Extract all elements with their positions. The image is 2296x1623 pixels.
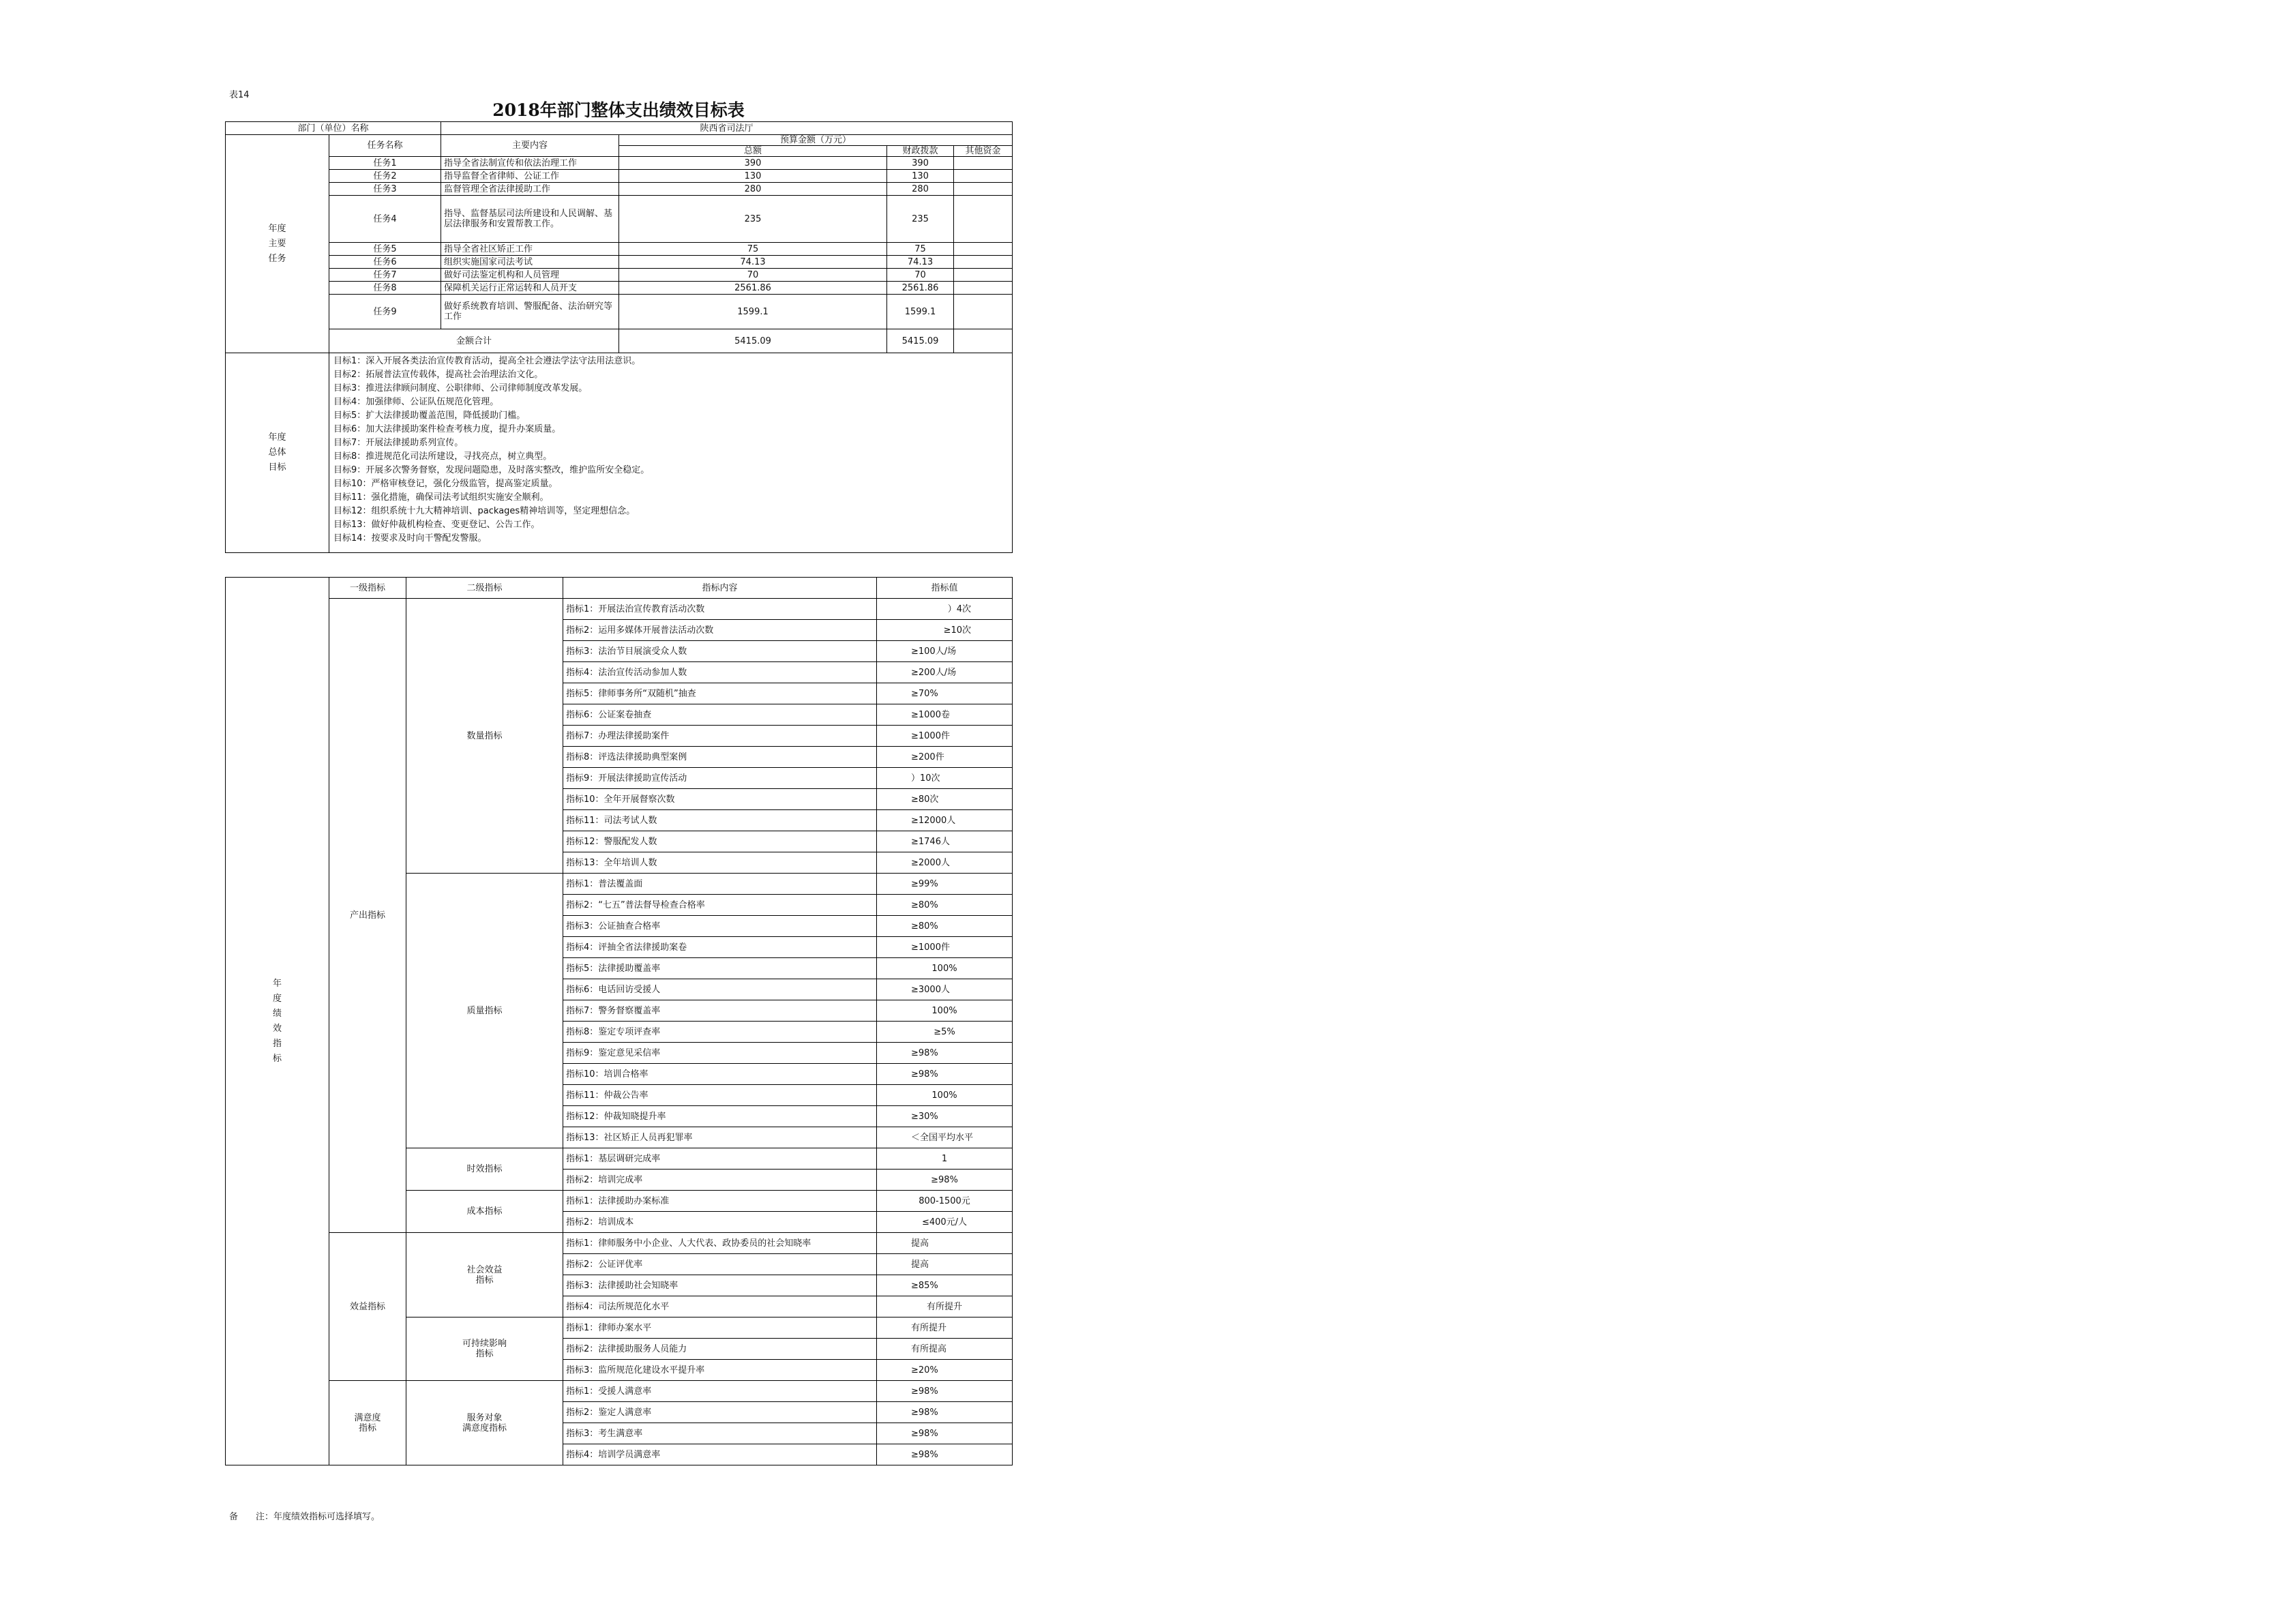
task-fiscal: 2561.86 xyxy=(887,282,954,295)
task-row xyxy=(226,157,1013,170)
other-header: 其他资金 xyxy=(954,146,1013,157)
indicator-value: ≥98% xyxy=(877,1064,1013,1085)
level2-cell: 可持续影响 指标 xyxy=(406,1317,563,1381)
indicator-value: ≥200件 xyxy=(877,747,1013,768)
indicator-content: 指标9：开展法律援助宣传活动 xyxy=(563,768,877,789)
goal-item: 目标13：做好仲裁机构检查、变更登记、公告工作。 xyxy=(333,520,540,530)
indicator-content: 指标3：法治节目展演受众人数 xyxy=(563,641,877,662)
indicator-value: ≥98% xyxy=(877,1381,1013,1402)
goal-item: 目标14：按要求及时向干警配发警服。 xyxy=(333,533,487,544)
task-row xyxy=(226,243,1013,256)
indicator-value: ≥1000件 xyxy=(877,726,1013,747)
indicator-value: ≥3000人 xyxy=(877,979,1013,1000)
task-total: 1599.1 xyxy=(619,295,887,329)
indicator-value: ≥12000人 xyxy=(877,810,1013,831)
perf-section-label: 年 度 绩 效 指 标 xyxy=(226,578,329,1465)
task-fiscal: 74.13 xyxy=(887,256,954,269)
task-fiscal: 280 xyxy=(887,183,954,196)
task-content: 指导全省社区矫正工作 xyxy=(441,243,619,256)
indicator-value: ≥98% xyxy=(877,1423,1013,1444)
indicator-content: 指标3：法律援助社会知晓率 xyxy=(563,1275,877,1296)
indicator-value: ≥85% xyxy=(877,1275,1013,1296)
level1-cell: 效益指标 xyxy=(329,1233,406,1381)
task-total: 390 xyxy=(619,157,887,170)
indicator-value: 提高 xyxy=(877,1254,1013,1275)
indicator-value: ≥1000卷 xyxy=(877,704,1013,726)
task-content: 做好司法鉴定机构和人员管理 xyxy=(441,269,619,282)
sum-total: 5415.09 xyxy=(619,329,887,353)
perf-header-row xyxy=(226,578,1013,599)
indicator-value: 800-1500元 xyxy=(877,1191,1013,1212)
task-content: 监督管理全省法律援助工作 xyxy=(441,183,619,196)
indicator-content: 指标13：社区矫正人员再犯罪率 xyxy=(563,1127,877,1148)
indicator-value: ≥100人/场 xyxy=(877,641,1013,662)
indicator-content: 指标4：评抽全省法律援助案卷 xyxy=(563,937,877,958)
task-sum-row xyxy=(226,329,1013,353)
task-fiscal: 70 xyxy=(887,269,954,282)
task-other xyxy=(954,282,1013,295)
indicator-value: 提高 xyxy=(877,1233,1013,1254)
indicator-value: 100% xyxy=(877,1085,1013,1106)
indicator-content: 指标1：律师办案水平 xyxy=(563,1317,877,1339)
indicator-value: ≥98% xyxy=(877,1170,1013,1191)
sum-other xyxy=(954,329,1013,353)
indicator-content: 指标1：法律援助办案标准 xyxy=(563,1191,877,1212)
task-content: 做好系统教育培训、警服配备、法治研究等工作 xyxy=(441,295,619,329)
task-total: 130 xyxy=(619,170,887,183)
task-other xyxy=(954,157,1013,170)
indicator-content: 指标6：公证案卷抽查 xyxy=(563,704,877,726)
indicator-value: ≥99% xyxy=(877,874,1013,895)
performance-indicators-table xyxy=(225,577,1013,1465)
task-name: 任务5 xyxy=(329,243,441,256)
indicator-value: 有所提升 xyxy=(877,1296,1013,1317)
indicator-value: 1 xyxy=(877,1148,1013,1170)
task-other xyxy=(954,269,1013,282)
tasks-section-label: 年度 主要 任务 xyxy=(226,135,329,353)
level1-header: 一级指标 xyxy=(329,578,406,599)
indicator-content: 指标11：仲裁公告率 xyxy=(563,1085,877,1106)
task-content-header: 主要内容 xyxy=(441,135,619,157)
footnote-label: 备 注： xyxy=(229,1512,274,1522)
indicator-content: 指标1：普法覆盖面 xyxy=(563,874,877,895)
sum-fiscal: 5415.09 xyxy=(887,329,954,353)
indicator-value: ≥98% xyxy=(877,1402,1013,1423)
indicator-value: ）10次 xyxy=(877,768,1013,789)
task-name: 任务9 xyxy=(329,295,441,329)
goals-section-label: 年度 总体 目标 xyxy=(226,353,329,553)
content-header: 指标内容 xyxy=(563,578,877,599)
indicator-value: ≥20% xyxy=(877,1360,1013,1381)
task-content: 指导、监督基层司法所建设和人民调解、基层法律服务和安置帮教工作。 xyxy=(441,196,619,243)
indicator-value: ≥200人/场 xyxy=(877,662,1013,683)
indicator-value: ≥30% xyxy=(877,1106,1013,1127)
task-total: 280 xyxy=(619,183,887,196)
indicator-content: 指标4：法治宣传活动参加人数 xyxy=(563,662,877,683)
indicator-content: 指标9：鉴定意见采信率 xyxy=(563,1043,877,1064)
task-total: 235 xyxy=(619,196,887,243)
indicator-content: 指标3：监所规范化建设水平提升率 xyxy=(563,1360,877,1381)
indicator-content: 指标1：律师服务中小企业、人大代表、政协委员的社会知晓率 xyxy=(563,1233,877,1254)
indicator-value: ≥1000件 xyxy=(877,937,1013,958)
goal-item: 目标9：开展多次警务督察，发现问题隐患，及时落实整改，维护监所安全稳定。 xyxy=(333,465,650,475)
indicator-content: 指标1：受援人满意率 xyxy=(563,1381,877,1402)
indicator-content: 指标4：培训学员满意率 xyxy=(563,1444,877,1465)
task-content: 保障机关运行正常运转和人员开支 xyxy=(441,282,619,295)
task-name: 任务7 xyxy=(329,269,441,282)
indicator-row xyxy=(226,599,1013,620)
task-row xyxy=(226,256,1013,269)
goal-item: 目标2：拓展普法宣传载体，提高社会治理法治文化。 xyxy=(333,370,543,380)
task-row xyxy=(226,183,1013,196)
footnote xyxy=(229,1509,380,1522)
task-fiscal: 235 xyxy=(887,196,954,243)
indicator-content: 指标7：办理法律援助案件 xyxy=(563,726,877,747)
indicator-row xyxy=(226,1381,1013,1402)
indicator-value: ≥80次 xyxy=(877,789,1013,810)
indicator-content: 指标11：司法考试人数 xyxy=(563,810,877,831)
indicator-value: 有所提高 xyxy=(877,1339,1013,1360)
task-total: 2561.86 xyxy=(619,282,887,295)
indicator-value: ≥98% xyxy=(877,1444,1013,1465)
indicator-value: ≥10次 xyxy=(877,620,1013,641)
indicator-value: 有所提升 xyxy=(877,1317,1013,1339)
goal-item: 目标4：加强律师、公证队伍规范化管理。 xyxy=(333,397,499,407)
indicator-value: ≥80% xyxy=(877,916,1013,937)
indicator-content: 指标12：警服配发人数 xyxy=(563,831,877,852)
task-row xyxy=(226,282,1013,295)
level2-header: 二级指标 xyxy=(406,578,563,599)
indicator-content: 指标3：考生满意率 xyxy=(563,1423,877,1444)
dept-row xyxy=(226,122,1013,135)
goal-item: 目标5：扩大法律援助覆盖范围，降低援助门槛。 xyxy=(333,411,526,421)
task-content: 组织实施国家司法考试 xyxy=(441,256,619,269)
goals-list xyxy=(329,353,1013,553)
level1-cell: 满意度 指标 xyxy=(329,1381,406,1465)
page-title: 2018年部门整体支出绩效目标表 xyxy=(492,100,745,120)
budget-header: 预算金额（万元） xyxy=(619,135,1013,146)
indicator-content: 指标10：全年开展督察次数 xyxy=(563,789,877,810)
indicator-content: 指标1：开展法治宣传教育活动次数 xyxy=(563,599,877,620)
task-total: 70 xyxy=(619,269,887,282)
indicator-content: 指标2：培训成本 xyxy=(563,1212,877,1233)
tasks-goals-table xyxy=(225,121,1013,553)
task-total: 74.13 xyxy=(619,256,887,269)
indicator-content: 指标6：电话回访受援人 xyxy=(563,979,877,1000)
indicator-content: 指标12：仲裁知晓提升率 xyxy=(563,1106,877,1127)
level2-cell: 服务对象 满意度指标 xyxy=(406,1381,563,1465)
fiscal-header: 财政拨款 xyxy=(887,146,954,157)
task-other xyxy=(954,183,1013,196)
task-fiscal: 130 xyxy=(887,170,954,183)
goal-item: 目标3：推进法律顾问制度、公职律师、公司律师制度改革发展。 xyxy=(333,383,588,393)
task-other xyxy=(954,295,1013,329)
goal-item: 目标8：推进规范化司法所建设，寻找亮点，树立典型。 xyxy=(333,451,552,462)
indicator-value: ≥80% xyxy=(877,895,1013,916)
indicator-content: 指标2：鉴定人满意率 xyxy=(563,1402,877,1423)
indicator-value: 100% xyxy=(877,1000,1013,1022)
total-header: 总额 xyxy=(619,146,887,157)
indicator-content: 指标5：法律援助覆盖率 xyxy=(563,958,877,979)
task-total: 75 xyxy=(619,243,887,256)
indicator-value: ≥2000人 xyxy=(877,852,1013,874)
task-header-row xyxy=(226,135,1013,146)
goal-item: 目标10：严格审核登记，强化分级监管，提高鉴定质量。 xyxy=(333,479,558,489)
footnote-text: 年度绩效指标可选择填写。 xyxy=(273,1512,381,1522)
task-other xyxy=(954,170,1013,183)
indicator-value: ≥70% xyxy=(877,683,1013,704)
task-row xyxy=(226,295,1013,329)
task-row xyxy=(226,196,1013,243)
indicator-content: 指标10：培训合格率 xyxy=(563,1064,877,1085)
task-fiscal: 390 xyxy=(887,157,954,170)
task-name: 任务2 xyxy=(329,170,441,183)
indicator-content: 指标3：公证抽查合格率 xyxy=(563,916,877,937)
task-name-header: 任务名称 xyxy=(329,135,441,157)
indicator-content: 指标8：鉴定专项评查率 xyxy=(563,1022,877,1043)
task-content: 指导全省法制宣传和依法治理工作 xyxy=(441,157,619,170)
indicator-value: 100% xyxy=(877,958,1013,979)
task-content: 指导监督全省律师、公证工作 xyxy=(441,170,619,183)
task-name: 任务4 xyxy=(329,196,441,243)
level2-cell: 成本指标 xyxy=(406,1191,563,1233)
indicator-content: 指标1：基层调研完成率 xyxy=(563,1148,877,1170)
task-row xyxy=(226,269,1013,282)
task-fiscal: 1599.1 xyxy=(887,295,954,329)
indicator-content: 指标2：法律援助服务人员能力 xyxy=(563,1339,877,1360)
task-other xyxy=(954,256,1013,269)
goal-item: 目标6：加大法律援助案件检查考核力度，提升办案质量。 xyxy=(333,424,561,434)
indicator-content: 指标13：全年培训人数 xyxy=(563,852,877,874)
sheet-label: 表14 xyxy=(229,90,250,100)
dept-label: 部门（单位）名称 xyxy=(226,122,441,135)
indicator-content: 指标2：培训完成率 xyxy=(563,1170,877,1191)
task-row xyxy=(226,170,1013,183)
task-name: 任务8 xyxy=(329,282,441,295)
indicator-content: 指标8：评选法律援助典型案例 xyxy=(563,747,877,768)
sum-label: 金额合计 xyxy=(329,329,619,353)
task-other xyxy=(954,196,1013,243)
goal-item: 目标1：深入开展各类法治宣传教育活动，提高全社会遵法学法守法用法意识。 xyxy=(333,356,641,366)
indicator-content: 指标4：司法所规范化水平 xyxy=(563,1296,877,1317)
indicator-value: ≤400元/人 xyxy=(877,1212,1013,1233)
task-fiscal: 75 xyxy=(887,243,954,256)
level2-cell: 质量指标 xyxy=(406,874,563,1148)
indicator-content: 指标2：“七五”普法督导检查合格率 xyxy=(563,895,877,916)
indicator-content: 指标7：警务督察覆盖率 xyxy=(563,1000,877,1022)
level2-cell: 社会效益 指标 xyxy=(406,1233,563,1317)
value-header: 指标值 xyxy=(877,578,1013,599)
indicator-content: 指标5：律师事务所“双随机”抽查 xyxy=(563,683,877,704)
indicator-value: ＜全国平均水平 xyxy=(877,1127,1013,1148)
task-other xyxy=(954,243,1013,256)
task-name: 任务1 xyxy=(329,157,441,170)
indicator-value: ）4次 xyxy=(877,599,1013,620)
level1-cell: 产出指标 xyxy=(329,599,406,1233)
goal-item: 目标7：开展法律援助系列宣传。 xyxy=(333,438,464,448)
goal-item: 目标11：强化措施，确保司法考试组织实施安全顺利。 xyxy=(333,492,549,503)
level2-cell: 时效指标 xyxy=(406,1148,563,1191)
indicator-value: ≥98% xyxy=(877,1043,1013,1064)
indicator-value: ≥5% xyxy=(877,1022,1013,1043)
task-name: 任务3 xyxy=(329,183,441,196)
indicator-content: 指标2：运用多媒体开展普法活动次数 xyxy=(563,620,877,641)
indicator-row xyxy=(226,1233,1013,1254)
goals-row xyxy=(226,353,1013,553)
task-name: 任务6 xyxy=(329,256,441,269)
level2-cell: 数量指标 xyxy=(406,599,563,874)
dept-value: 陕西省司法厅 xyxy=(441,122,1013,135)
indicator-content: 指标2：公证评优率 xyxy=(563,1254,877,1275)
indicator-value: ≥1746人 xyxy=(877,831,1013,852)
goal-item: 目标12：组织系统十九大精神培训、packages精神培训等，坚定理想信念。 xyxy=(333,506,636,516)
